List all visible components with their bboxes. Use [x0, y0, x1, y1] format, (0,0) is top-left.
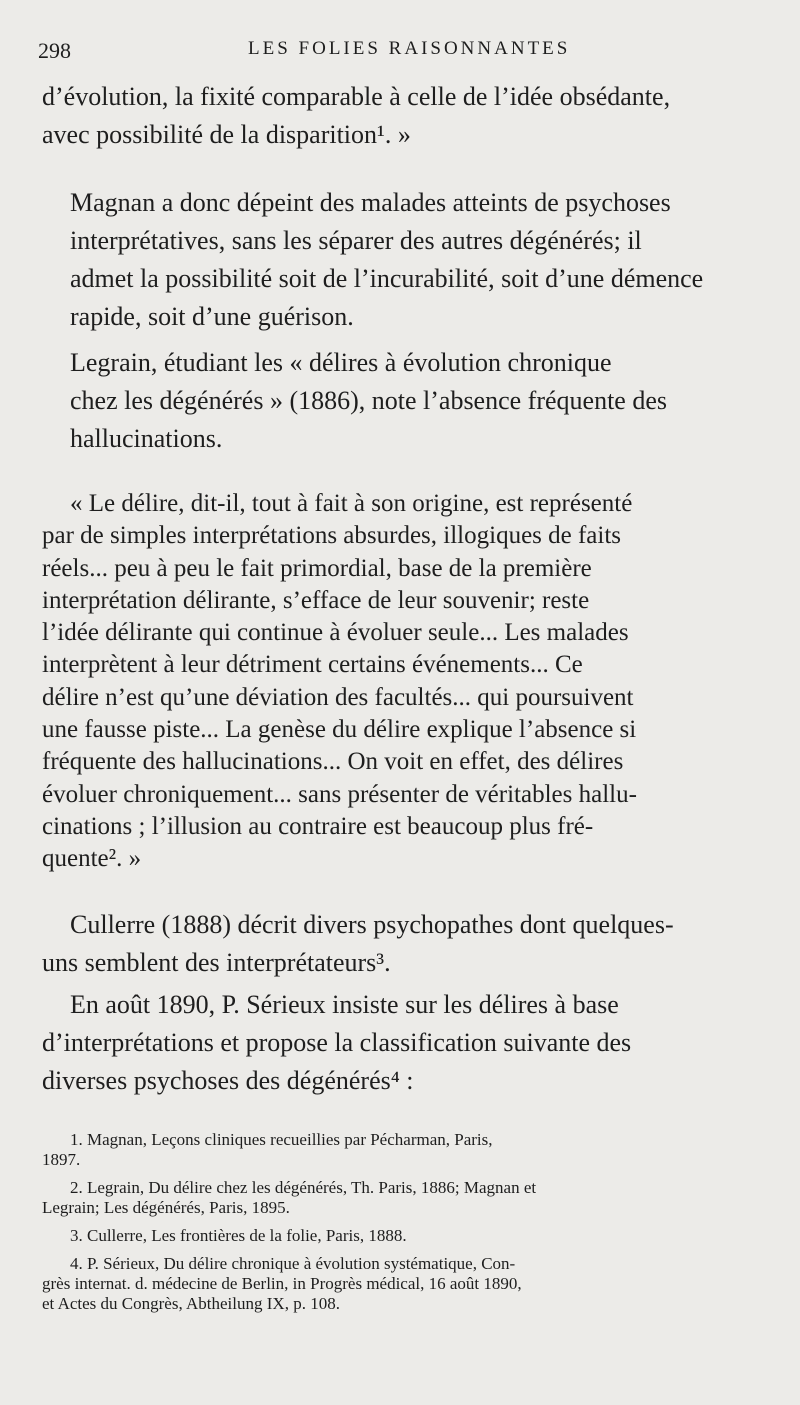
text-line: admet la possibilité soit de l’incurabilité, soit d’une démence — [70, 264, 704, 293]
text-line: 4. P. Sérieux, Du délire chronique à évolution systématique, Con- — [70, 1253, 516, 1273]
text-line: 1. Magnan, Leçons cliniques recueillies par Pécharman, Paris, — [70, 1129, 493, 1149]
text-line: diverses psychoses des dégénérés⁴ : — [42, 1065, 414, 1095]
text-line: quente². » — [42, 845, 142, 873]
text-line: interprétatives, sans les séparer des autres dégénérés; il — [70, 226, 642, 255]
text-line: et Actes du Congrès, Abtheilung IX, p. 108. — [42, 1293, 340, 1313]
text-line: délire n’est qu’une déviation des facultés... qui poursuivent — [42, 683, 634, 711]
footnote-4 — [42, 1254, 762, 1314]
footnote-1 — [42, 1130, 762, 1170]
paragraph-magnan — [42, 184, 762, 336]
paragraph-serieux — [42, 986, 762, 1100]
text-line: rapide, soit d’une guérison. — [70, 302, 354, 331]
text-line: une fausse piste... La genèse du délire explique l’absence si — [42, 716, 637, 744]
text-line: grès internat. d. médecine de Berlin, in Progrès médical, 16 août 1890, — [42, 1273, 522, 1293]
footnotes — [42, 1130, 762, 1314]
text-line: avec possibilité de la disparition¹. » — [42, 120, 411, 149]
running-title: LES FOLIES RAISONNANTES — [248, 38, 571, 59]
text-line: 1897. — [42, 1149, 81, 1169]
block-quote — [42, 488, 762, 876]
paragraph-quote-end — [42, 78, 762, 154]
paragraph-legrain — [42, 344, 762, 458]
text-line: chez les dégénérés » (1886), note l’absence fréquente des — [70, 386, 667, 415]
text-line: 3. Cullerre, Les frontières de la folie, Paris, 1888. — [70, 1225, 407, 1245]
text-line: Legrain, étudiant les « délires à évolution chronique — [70, 348, 612, 377]
text-line: Legrain; Les dégénérés, Paris, 1895. — [42, 1197, 290, 1217]
body-text — [42, 78, 762, 1314]
text-line: En août 1890, P. Sérieux insiste sur les délires à base — [70, 989, 619, 1019]
page-number: 298 — [38, 38, 71, 63]
text-line: interprètent à leur détriment certains événements... Ce — [42, 651, 583, 679]
text-line: par de simples interprétations absurdes, illogiques de faits — [42, 522, 622, 550]
text-line: l’idée délirante qui continue à évoluer seule... Les malades — [42, 619, 629, 647]
text-line: cinations ; l’illusion au contraire est beaucoup plus fré- — [42, 812, 594, 840]
text-line: hallucinations. — [70, 424, 223, 453]
paragraph-cullerre — [42, 906, 762, 982]
footnote-2 — [42, 1178, 762, 1218]
text-line: interprétation délirante, s’efface de leur souvenir; reste — [42, 586, 590, 614]
text-line: réels... peu à peu le fait primordial, base de la première — [42, 554, 592, 582]
text-line: uns semblent des interprétateurs³. — [42, 947, 391, 977]
text-line: fréquente des hallucinations... On voit en effet, des délires — [42, 748, 624, 776]
text-line: Cullerre (1888) décrit divers psychopathes dont quelques- — [70, 909, 674, 939]
text-line: 2. Legrain, Du délire chez les dégénérés, Th. Paris, 1886; Magnan et — [70, 1177, 537, 1197]
page-header — [0, 34, 800, 64]
text-line: évoluer chroniquement... sans présenter de véritables hallu- — [42, 780, 637, 808]
text-line: d’interprétations et propose la classification suivante des — [42, 1027, 632, 1057]
text-line: d’évolution, la fixité comparable à celle de l’idée obsédante, — [42, 82, 671, 111]
text-line: « Le délire, dit-il, tout à fait à son origine, est représenté — [70, 490, 633, 517]
text-line: Magnan a donc dépeint des malades atteints de psychoses — [70, 188, 671, 217]
footnote-3 — [42, 1226, 762, 1246]
